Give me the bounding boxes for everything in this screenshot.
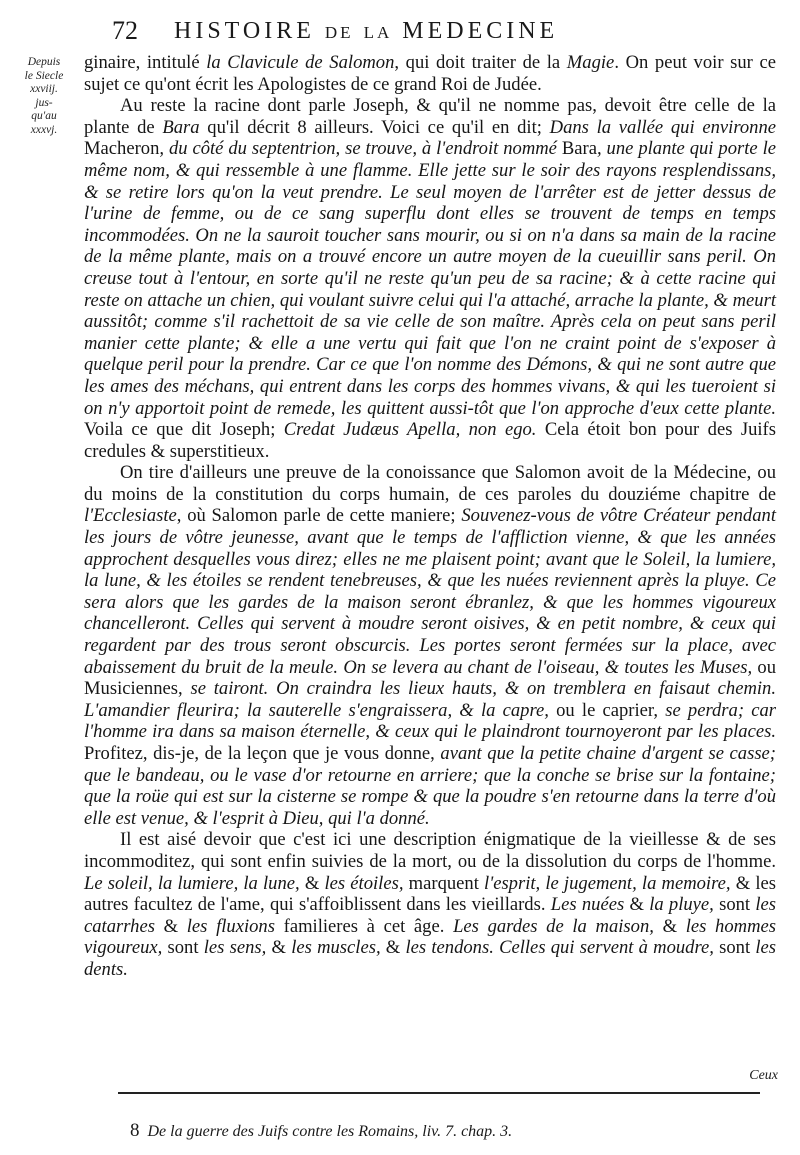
text-segment: & [624, 894, 650, 916]
italic-text-segment: se perdra; car l'homme ira dans sa maison éternelle, & ceux qui le plaindront tournoyeront par les places. [84, 699, 776, 743]
text-segment: ou Musiciennes, [84, 656, 776, 700]
italic-text-segment: la pluye, [649, 894, 714, 916]
footnote-text: De la guerre des Juifs contre les Romains, liv. 7. chap. 3. [147, 1123, 513, 1140]
main-text [84, 52, 776, 981]
margin-note-line: jus- [35, 96, 53, 109]
text-segment: On tire d'ailleurs une preuve de la conoissance que Salomon avoit de la Médecine, ou du moins de la constitution du corps humain, de ces paroles du douziéme chapitre de [84, 462, 776, 505]
margin-note-line: le Siecle [24, 69, 64, 82]
margin-note-line: qu'au [31, 110, 57, 122]
italic-text-segment: Magie [566, 52, 615, 73]
footnote-rule [118, 1092, 760, 1094]
text-segment: . On peut voir sur ce sujet ce qu'ont écrit les Apologistes de ce grand Roi de Judée. [84, 52, 776, 95]
italic-text-segment: , une plante qui porte le même nom, & qui ressemble à une flamme. Elle jette sur le soir des rayons resplendissans, & se retire lors qu'on la veut prendre. Le seul moyen de l'arrêter est de jetter dessus de l'urine de femme, ou de ce sang superflu dont elles se trouvent de temps en temps incommodées. On ne la sauroit toucher sans mourir, ou si on n'a dans sa main de la racine de la même plante, mais on a trouvé encore un autre moyen de la cueuillir sans peril. On creuse tout à l'entour, en sorte qu'il ne reste qu'un peu de sa racine; & à cette racine qui reste on attache un chien, qui voulant suivre celui qui l'a attaché, arrache la plante, & meurt aussitôt; comme s'il rachettoit de sa vie celle de son maître. Après cela on peut sans peril manier cette plante; & elle a une vertu qui fait que l'on ne craint point de s'exposer à quelque peril pour la prendre. Car ce que l'on nomme des Démons, & qui ne sont autre que les ames des méchans, qui entrent dans les corps des hommes vivans, & qui les tueroient si on n'y apportoit point de remede, les quittent aussi-tôt que l'on approche d'eux cette plante. [84, 138, 776, 419]
text-segment: Cela étoit bon pour des Juifs credules & superstitieux. [84, 419, 776, 462]
italic-text-segment: les tendons. Celles qui servent à moudre, [405, 937, 714, 959]
running-title-part2: MEDECINE [402, 18, 559, 44]
italic-text-segment: Le soleil, la lumiere, la lune, [84, 872, 300, 894]
italic-text-segment: les dents. [84, 937, 777, 980]
text-segment: qu'il décrit 8 ailleurs. Voici ce qu'il en dit; [199, 116, 550, 138]
text-segment: & [154, 915, 187, 937]
footnote [130, 1120, 780, 1142]
italic-text-segment: Souvenez-vous de vôtre Créateur pendant les jours de vôtre jeunesse, avant que le temps de l'affliction vienne, & que les années approchent desquelles vous direz; elles ne me plaisent point; avant que le Soleil, la lumiere, la lune, & les étoiles se rendent tenebreuses, & que les nuées reviennent après la pluye. Ce sera alors que les gardes de la maison seront ébranlez, & que les hommes vigoureux chancelleront. Celles qui servent à moudre seront oisives, & en petit nombre, & ceux qui regardent par des trous seront obscurcis. Les portes seront fermées sur la place, avec abaissement du bruit de la meule. On se levera au chant de l'oiseau, & toutes les Muses, [84, 505, 776, 678]
italic-text-segment: Credat Judæus Apella, non ego. [283, 419, 537, 441]
italic-text-segment: Les gardes de la maison, [453, 915, 654, 937]
italic-text-segment: Bara [162, 116, 200, 138]
italic-text-segment: les muscles, [291, 937, 381, 959]
text-segment: sont [713, 894, 756, 916]
text-segment: familieres à cet âge. [274, 915, 454, 937]
running-title-la: LA [363, 23, 393, 42]
text-segment: sont [162, 937, 204, 959]
text-segment: Voila ce que dit Joseph; [84, 419, 284, 441]
italic-text-segment: les étoiles, [324, 872, 404, 894]
italic-text-segment: l'Ecclesiaste [84, 505, 177, 527]
footnote-mark: 8 [130, 1120, 140, 1141]
italic-text-segment: l'esprit, le jugement, la memoire, [484, 872, 731, 894]
margin-note-line: xxviij. [30, 83, 58, 95]
italic-text-segment: les fluxions [186, 915, 275, 937]
text-segment: Au reste la racine dont parle Joseph, & qu'il ne nomme pas, devoit être celle de la plante de [84, 95, 776, 138]
italic-text-segment: Les nuées [550, 894, 625, 916]
margin-note-line: xxxvj. [30, 123, 58, 136]
text-segment: ginaire, intitulé [84, 52, 207, 73]
page-number: 72 [112, 16, 138, 45]
page-header [112, 16, 780, 56]
italic-text-segment: les catarrhes [84, 894, 776, 937]
text-segment: sont [713, 937, 756, 959]
text-segment: Profitez, dis-je, de la leçon que je vous donne, [84, 743, 441, 764]
italic-text-segment: avant que la petite chaine d'argent se casse; que le bandeau, ou le vase d'or retourne en arriere; que la conche se brise sur la fontaine; que la roüe qui est sur la cisterne se rompe & que la poudre s'en retourne dans la terre d'où elle est venue, & l'esprit à Dieu, qui l'a donné. [84, 743, 777, 829]
catchword: Ceux [749, 1068, 778, 1083]
paragraph [84, 52, 776, 95]
paragraph [84, 462, 776, 829]
running-title-de: DE [324, 23, 354, 42]
text-segment: ou le caprier, [548, 699, 666, 721]
running-title [174, 18, 558, 45]
text-segment: Bara [561, 138, 597, 160]
text-segment: , qui doit traiter de la [394, 52, 567, 73]
paragraph [84, 95, 776, 462]
text-segment: marquent [403, 872, 485, 894]
text-segment: & [380, 937, 406, 959]
margin-note [8, 56, 80, 137]
paragraph [84, 829, 776, 980]
text-segment: Il est aisé devoir que c'est ici une description énigmatique de la vieillesse & de ses incommoditez, qui sont enfin suivies de la mort, ou de la dissolution du corps de l'homme. [84, 829, 776, 872]
italic-text-segment: les sens, [203, 937, 267, 959]
italic-text-segment: les hommes vigoureux, [84, 915, 776, 959]
italic-text-segment: la Clavicule de Salomon [206, 52, 395, 73]
text-segment: , où Salomon parle de cette maniere; [176, 505, 462, 527]
margin-note-line: Depuis [27, 56, 61, 68]
italic-text-segment: , du côté du septentrion, se trouve, à l'endroit nommé [159, 138, 562, 160]
running-title-part1: HISTOIRE [174, 18, 315, 44]
text-segment: Macheron [84, 138, 160, 160]
text-segment: & [299, 872, 325, 894]
text-segment: & [653, 915, 686, 937]
italic-text-segment: se tairont. On craindra les lieux hauts, & on tremblera en faisaut chemin. L'amandier fleurira; la sauterelle s'engraissera, & la capre, [84, 678, 776, 721]
text-segment: & [266, 937, 292, 959]
text-segment: & les autres facultez de l'ame, qui s'affoiblissent dans les vieillards. [84, 872, 776, 916]
italic-text-segment: Dans la vallée qui environne [549, 116, 777, 138]
